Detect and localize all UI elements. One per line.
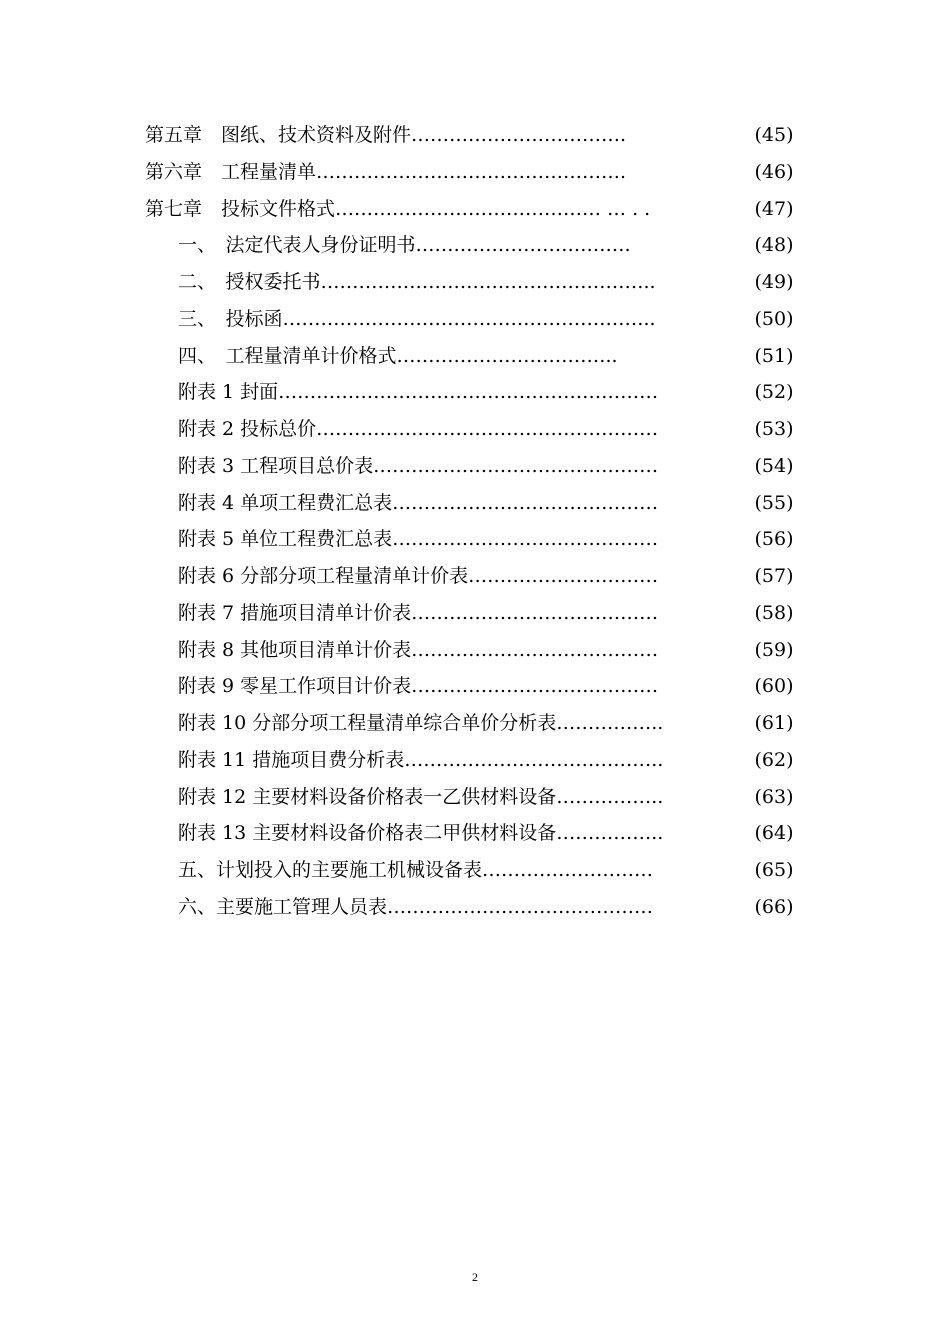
toc-entry[interactable] [0, 558, 950, 595]
toc-entry[interactable] [0, 411, 950, 448]
toc-entry[interactable] [0, 521, 950, 558]
page-number: 2 [472, 1270, 478, 1284]
toc-entry-title: 附表 9 零星工作项目计价表………………………………… [178, 675, 659, 698]
toc-entry-title: 一、 法定代表人身份证明书……………………………. [178, 234, 631, 257]
toc-entry-page: (61) [754, 712, 794, 734]
toc-entry[interactable] [0, 668, 950, 705]
toc-entry-page: (57) [754, 565, 794, 587]
toc-entry-page: (48) [754, 234, 794, 257]
toc-entry-title: 附表 4 单项工程费汇总表…………………………………… [178, 491, 659, 514]
toc-entry-title: 附表 2 投标总价……………………………………………… [178, 418, 659, 440]
toc-entry-title: 第六章 工程量清单…………………………………………. [145, 160, 627, 183]
toc-entry-title: 附表 7 措施项目清单计价表………………………………… [178, 601, 659, 624]
toc-entry-title: 二、 授权委托书…………………………………………….. [178, 271, 656, 293]
toc-entry[interactable] [0, 117, 950, 154]
toc-entry-page: (49) [754, 271, 794, 293]
toc-entry[interactable] [0, 779, 950, 816]
toc-entry-page: (59) [754, 638, 794, 661]
toc-entry[interactable] [0, 889, 950, 926]
toc-entry[interactable] [0, 301, 950, 338]
toc-entry-title: 六、主要施工管理人员表…………………………………… [178, 895, 654, 918]
toc-entry[interactable] [0, 632, 950, 669]
toc-entry[interactable] [0, 485, 950, 522]
toc-entry[interactable] [0, 705, 950, 742]
toc-entry-page: (56) [754, 528, 794, 551]
toc-entry-page: (63) [754, 785, 794, 808]
toc-entry[interactable] [0, 338, 950, 375]
toc-entry-page: (64) [754, 822, 794, 845]
toc-entry-title: 附表 10 分部分项工程量清单综合单价分析表…………….. [178, 712, 664, 734]
toc-entry-page: (50) [754, 307, 794, 330]
toc-entry[interactable] [0, 852, 950, 889]
toc-entry-page: (65) [754, 859, 794, 881]
toc-entry-title: 附表 12 主要材料设备价格表一乙供材料设备…………….. [178, 785, 664, 808]
toc-entry-title: 附表 6 分部分项工程量清单计价表………………………… [178, 565, 659, 587]
toc-entry-title: 附表 8 其他项目清单计价表………………………………… [178, 638, 659, 661]
toc-entry-title: 第五章 图纸、技术资料及附件……………………………. [145, 124, 627, 146]
toc-entry-page: (66) [754, 895, 794, 918]
toc-entry-title: 附表 3 工程项目总价表……………………………………… [178, 454, 659, 477]
toc-entry[interactable] [0, 742, 950, 779]
toc-entry-page: (47) [754, 197, 794, 220]
toc-entry[interactable] [0, 595, 950, 632]
toc-entry-page: (51) [754, 344, 794, 367]
toc-entry-title: 附表 5 单位工程费汇总表…………………………………… [178, 528, 659, 551]
toc-entry[interactable] [0, 448, 950, 485]
table-of-contents [0, 117, 950, 926]
toc-entry-title: 附表 1 封面…………………………………………………… [178, 381, 659, 404]
toc-entry-page: (54) [754, 454, 794, 477]
toc-entry[interactable] [0, 264, 950, 301]
toc-entry-page: (53) [754, 418, 794, 440]
toc-entry-title: 三、 投标函………………………………………………….. [178, 307, 656, 330]
toc-entry-title: 五、计划投入的主要施工机械设备表……………………… [178, 859, 654, 881]
toc-entry[interactable] [0, 191, 950, 228]
toc-entry-page: (46) [754, 160, 794, 183]
toc-entry-title: 四、 工程量清单计价格式…………………………….. [178, 344, 618, 367]
toc-entry[interactable] [0, 374, 950, 411]
toc-entry-page: (55) [754, 491, 794, 514]
toc-entry[interactable] [0, 154, 950, 191]
toc-entry-page: (62) [754, 748, 794, 771]
toc-entry-title: 第七章 投标文件格式…………………………………… … . . [145, 197, 651, 220]
toc-entry-title: 附表 13 主要材料设备价格表二甲供材料设备…………….. [178, 822, 664, 845]
toc-entry-page: (58) [754, 601, 794, 624]
toc-entry[interactable] [0, 227, 950, 264]
toc-entry-page: (60) [754, 675, 794, 698]
toc-entry-page: (45) [754, 124, 794, 146]
toc-entry-page: (52) [754, 381, 794, 404]
toc-entry[interactable] [0, 815, 950, 852]
toc-entry-title: 附表 11 措施项目费分析表………………………………….. [178, 748, 664, 771]
